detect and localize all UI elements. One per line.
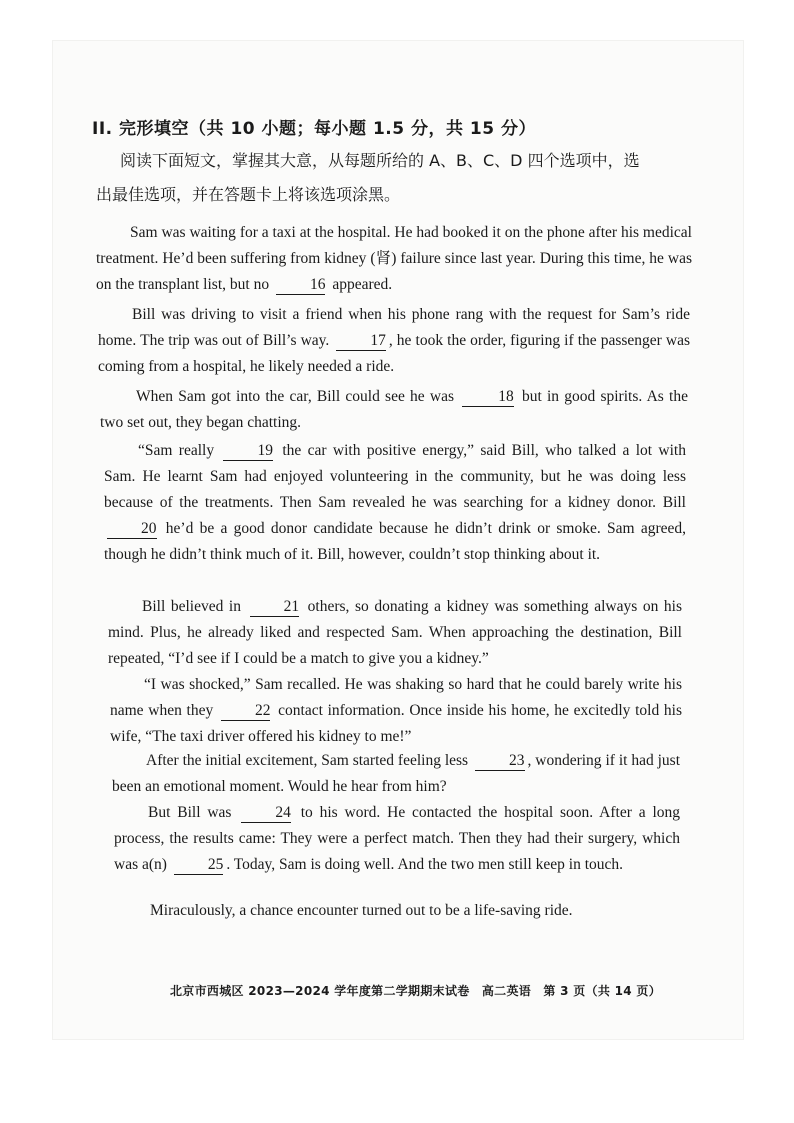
paragraph-1 (96, 220, 692, 298)
paragraph-text: but in good spirits. As the two set out, they began chatting. (100, 388, 688, 431)
paragraph-text: , wondering if it had just been an emotional moment. Would he hear from him? (112, 752, 680, 795)
paragraph-2 (98, 302, 690, 380)
section-title: II. 完形填空（共 10 小题；每小题 1.5 分，共 15 分） (92, 119, 536, 139)
paragraph-text: appeared. (332, 276, 393, 293)
paragraph-text: contact information. Once inside his home, he excitedly told his wife, “The taxi driver offered his kidney to me!” (110, 702, 683, 745)
paragraph-text: Bill was driving to visit a friend when his phone rang with the request for Sam’s ride home. The trip was out of Bill’s way. (98, 306, 690, 349)
paragraph-text: others, so donating a kidney was something always on his mind. Plus, he already liked and respected Sam. When approaching the destination, Bill repeated, “I’d see if I could be a match to give you a kidney.” (108, 598, 682, 667)
paragraph-4 (104, 438, 686, 568)
page-footer: 北京市西城区 2023—2024 学年度第二学期期末试卷 高二英语 第 3 页（共 14 页） (170, 984, 662, 998)
instruction-line-1: 阅读下面短文，掌握其大意，从每题所给的 A、B、C、D 四个选项中，选 (120, 151, 640, 170)
blank-25: 25 (174, 856, 224, 875)
paragraph-3 (100, 384, 688, 436)
blank-21: 21 (250, 598, 300, 617)
instruction-line-2: 出最佳选项，并在答题卡上将该选项涂黑。 (96, 185, 401, 204)
blank-18: 18 (462, 388, 514, 407)
paragraph-text: Miraculously, a chance encounter turned out to be a life-saving ride. (150, 902, 573, 919)
paragraph-text: to his word. He contacted the hospital soon. After a long process, the results came: They were a perfect match. Then they had their surgery, which was a(n) (114, 804, 681, 873)
paragraph-9 (116, 898, 680, 924)
paragraph-7 (112, 748, 680, 800)
blank-16: 16 (276, 276, 326, 295)
paragraph-text: , he took the order, figuring if the passenger was coming from a hospital, he likely needed a ride. (98, 332, 691, 375)
blank-17: 17 (336, 332, 386, 351)
blank-19: 19 (223, 442, 273, 461)
blank-22: 22 (221, 702, 271, 721)
paragraph-text: the car with positive energy,” said Bill, who talked a lot with Sam. He learnt Sam had enjoyed volunteering in the community, but he was doing less because of the treatments. Then Sam revealed he was searching for a kidney donor. Bill (104, 442, 686, 511)
paragraph-text: When Sam got into the car, Bill could see he was (136, 388, 455, 405)
paragraph-text: he’d be a good donor candidate because he didn’t drink or smoke. Sam agreed, though he didn’t think much of it. Bill, however, couldn’t stop thinking about it. (104, 520, 687, 563)
paragraph-text: Sam was waiting for a taxi at the hospital. He had booked it on the phone after his medical treatment. He’d been suffering from kidney (肾) failure since last year. During this time, he was on the transplant list, but no (96, 224, 692, 293)
blank-24: 24 (241, 804, 291, 823)
paragraph-text: . Today, Sam is doing well. And the two men still keep in touch. (226, 856, 624, 873)
blank-20: 20 (107, 520, 157, 539)
paragraph-8 (114, 800, 680, 878)
paragraph-text: But Bill was (148, 804, 232, 821)
paragraph-text: After the initial excitement, Sam started feeling less (146, 752, 469, 769)
paragraph-text: Bill believed in (142, 598, 241, 615)
paragraph-text: “Sam really (138, 442, 215, 459)
paragraph-text: “I was shocked,” Sam recalled. He was shaking so hard that he could barely write his name when they (110, 676, 682, 719)
blank-23: 23 (475, 752, 525, 771)
paragraph-5 (108, 594, 682, 672)
paragraph-6 (110, 672, 682, 750)
